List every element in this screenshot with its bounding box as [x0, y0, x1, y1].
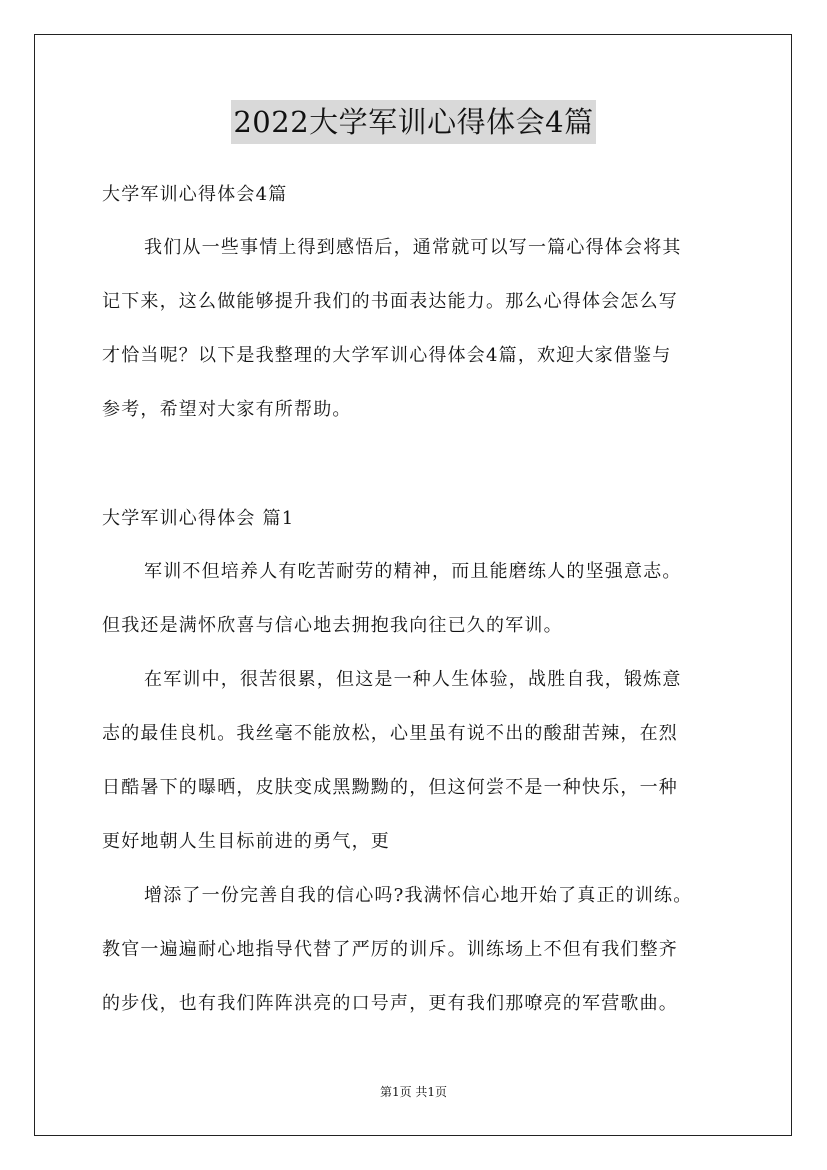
- para2-line-1: 在军训中，很苦很累，但这是一种人生体验，战胜自我，锻炼意: [144, 669, 682, 690]
- para1-line-2: 但我还是满怀欣喜与信心地去拥抱我向往已久的军训。: [102, 615, 563, 636]
- intro-line-1: 我们从一些事情上得到感悟后，通常就可以写一篇心得体会将其: [144, 237, 682, 258]
- page-footer: [0, 1083, 827, 1100]
- para3-line-1: 增添了一份完善自我的信心吗?我满怀信心地开始了真正的训练。: [144, 885, 693, 906]
- para3-line-2: 教官一遍遍耐心地指导代替了严厉的训斥。训练场上不但有我们整齐: [102, 939, 678, 960]
- document-title-container: [0, 100, 827, 144]
- intro-line-4: 参考，希望对大家有所帮助。: [102, 399, 352, 420]
- page-number: 第1页 共1页: [379, 1085, 448, 1099]
- para1-line-1: 军训不但培养人有吃苦耐劳的精神，而且能磨练人的坚强意志。: [144, 561, 682, 582]
- section-heading: 大学军训心得体会 篇1: [102, 508, 295, 529]
- intro-line-2: 记下来，这么做能够提升我们的书面表达能力。那么心得体会怎么写: [102, 291, 678, 312]
- para2-line-4: 更好地朝人生目标前进的勇气，更: [102, 831, 390, 852]
- document-title[interactable]: 2022大学军训心得体会4篇: [231, 100, 595, 144]
- para2-line-2: 志的最佳良机。我丝毫不能放松，心里虽有说不出的酸甜苦辣，在烈: [102, 723, 678, 744]
- intro-line-3: 才恰当呢？以下是我整理的大学军训心得体会4篇，欢迎大家借鉴与: [102, 345, 672, 366]
- subtitle: 大学军训心得体会4篇: [102, 184, 288, 205]
- para2-line-3: 日酷暑下的曝晒，皮肤变成黑黝黝的，但这何尝不是一种快乐，一种: [102, 777, 678, 798]
- para3-line-3: 的步伐，也有我们阵阵洪亮的口号声，更有我们那嘹亮的军营歌曲。: [102, 993, 678, 1014]
